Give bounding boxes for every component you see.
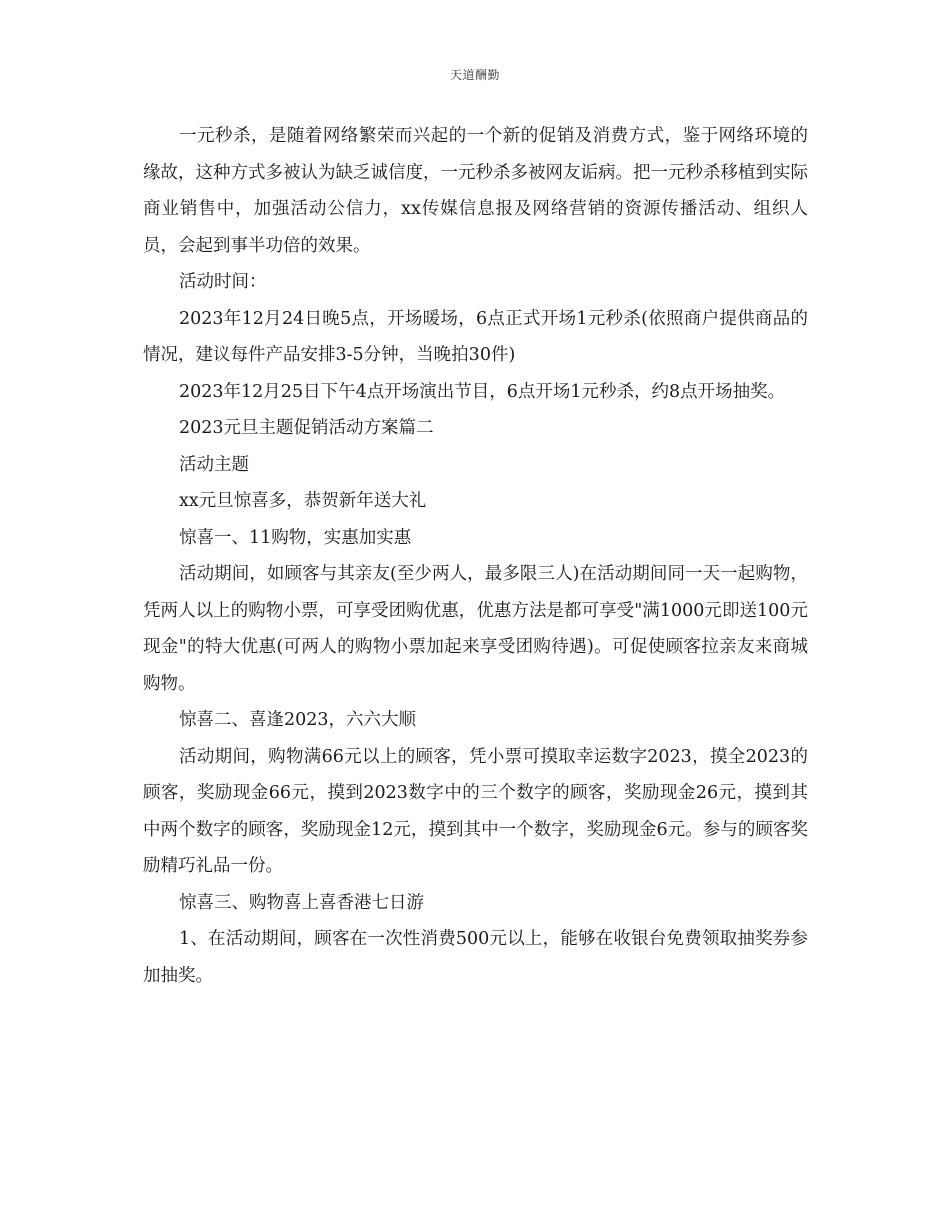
- paragraph-dec24-schedule: 2023年12月24日晚5点，开场暖场，6点正式开场1元秒杀(依照商户提供商品的情况，建议每件产品安排3-5分钟，当晚拍30件): [143, 308, 808, 365]
- document-body: [143, 118, 808, 994]
- paragraph-activity-time-heading: 活动时间：: [179, 272, 267, 292]
- paragraph-theme: xx元旦惊喜多，恭贺新年送大礼: [179, 491, 427, 511]
- paragraph-surprise-one-detail: 活动期间，如顾客与其亲友(至少两人，最多限三人)在活动期间同一天一起购物，凭两人以上的购物小票，可享受团购优惠，优惠方法是都可享受"满1000元即送100元现金"的特大优惠(可两人的购物小票加起来享受团购待遇)。可促使顾客拉亲友来商城购物。: [143, 564, 808, 694]
- paragraph-surprise-two-detail: 活动期间，购物满66元以上的顾客，凭小票可摸取幸运数字2023，摸全2023的顾客，奖励现金66元，摸到2023数字中的三个数字的顾客，奖励现金26元，摸到其中两个数字的顾客，奖励现金12元，摸到其中一个数字，奖励现金6元。参与的顾客奖励精巧礼品一份。: [143, 746, 808, 876]
- paragraph-surprise-three-heading: 惊喜三、购物喜上喜香港七日游: [179, 892, 424, 913]
- paragraph-surprise-one-heading: 惊喜一、11购物，实惠加实惠: [179, 527, 412, 548]
- paragraph-dec25-schedule: 2023年12月25日下午4点开场演出节目，6点开场1元秒杀，约8点开场抽奖。: [179, 381, 786, 402]
- paragraph-surprise-two-heading: 惊喜二、喜逢2023，六六大顺: [179, 710, 417, 730]
- paragraph-surprise-three-item-1: 1、在活动期间，顾客在一次性消费500元以上，能够在收银台免费领取抽奖券参加抽奖。: [143, 929, 808, 986]
- paragraph-theme-heading: 活动主题: [179, 454, 249, 475]
- paragraph-section-title: 2023元旦主题促销活动方案篇二: [179, 418, 434, 438]
- page-header: 天道酬勤: [449, 68, 500, 82]
- paragraph-intro: 一元秒杀，是随着网络繁荣而兴起的一个新的促销及消费方式，鉴于网络环境的缘故，这种方式多被认为缺乏诚信度，一元秒杀多被网友诟病。把一元秒杀移植到实际商业销售中，加强活动公信力，xx传媒信息报及网络营销的资源传播活动、组织人员，会起到事半功倍的效果。: [143, 126, 808, 256]
